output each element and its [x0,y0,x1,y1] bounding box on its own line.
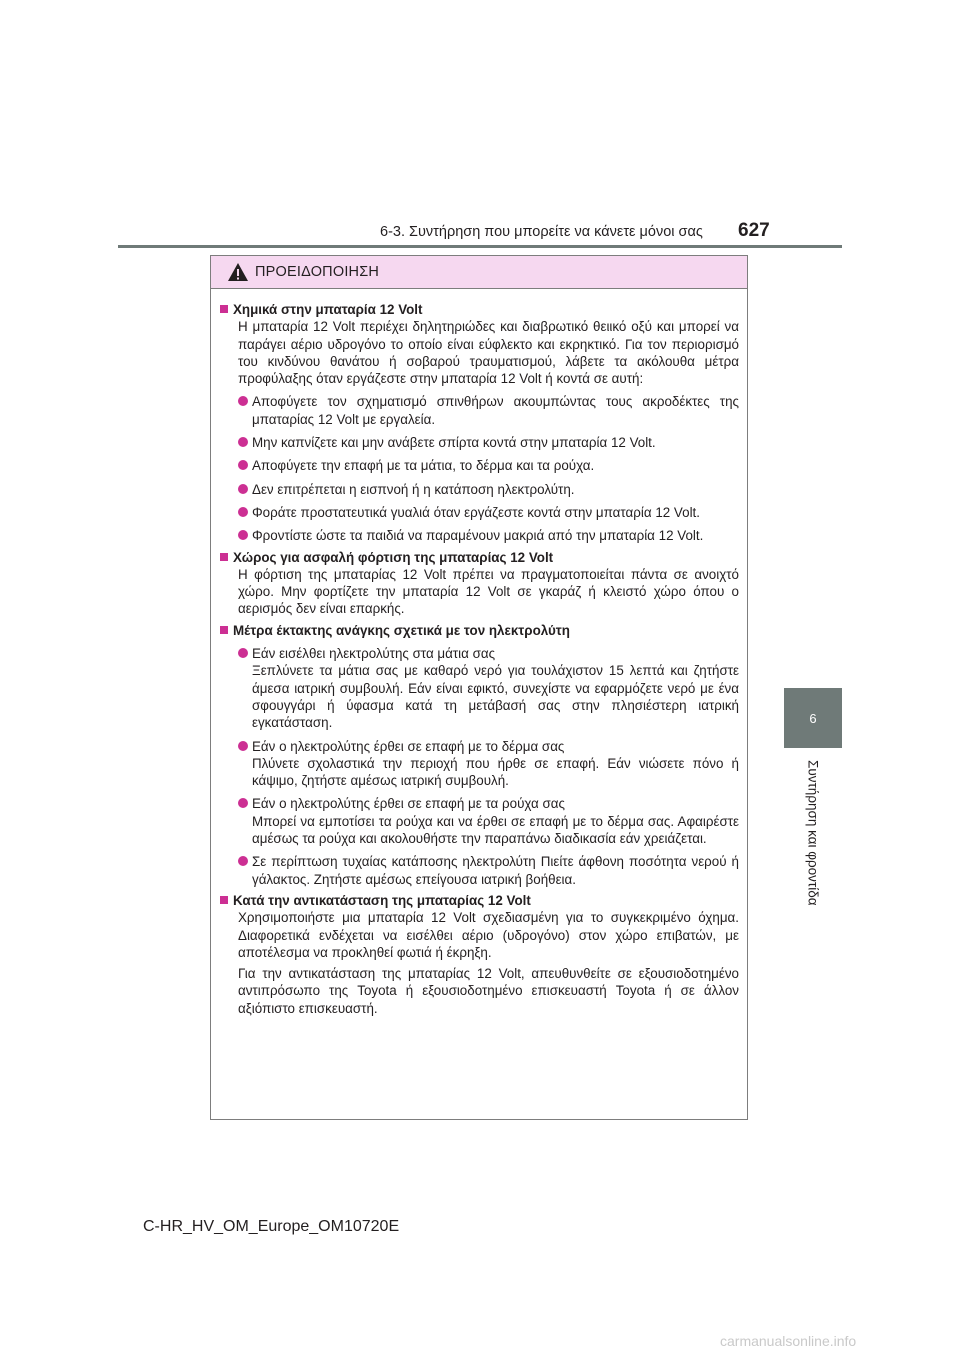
list-item-title: Εάν εισέλθει ηλεκτρολύτης στα μάτια σας [252,646,496,662]
watermark: carmanualsonline.info [720,1333,857,1349]
section-heading-text: Κατά την αντικατάσταση της μπαταρίας 12 Volt [233,892,531,908]
list-item [220,393,739,428]
section-title: 6-3. Συντήρηση που μπορείτε να κάνετε μόνοι σας [380,224,703,240]
square-bullet-icon [220,626,228,634]
circle-bullet-icon [238,648,248,658]
list-item [220,481,739,498]
list-item [220,738,739,790]
section-heading [220,622,739,639]
warning-section [220,549,739,618]
warning-box [210,255,748,1120]
chapter-title: Συντήρηση και φροντίδα [805,760,821,906]
warning-section [220,622,739,888]
list-item-body: Ξεπλύνετε τα μάτια σας με καθαρό νερό για τουλάχιστον 15 λεπτά και ζητήστε άμεσα ιατρική συμβουλή. Εάν είναι εφικτό, συνεχίστε να εφαρμόζετε νερό με ένα σφουγγάρι ή ύφασμα κατά τη μετάβασή σας στην πλησιέστερη ιατρική εγκατάσταση. [252,663,739,731]
circle-bullet-icon [238,741,248,751]
chapter-caption [786,760,840,915]
list-item [220,457,739,474]
list-item [220,504,739,521]
square-bullet-icon [220,553,228,561]
circle-bullet-icon [238,530,248,540]
section-heading-text: Μέτρα έκτακτης ανάγκης σχετικά με τον ηλεκτρολύτη [233,622,570,638]
section-heading-text: Χημικά στην μπαταρία 12 Volt [233,302,423,317]
list-item [220,853,739,888]
list-item-body: Πλύνετε σχολαστικά την περιοχή που ήρθε σε επαφή. Εάν νιώσετε πόνο ή κάψιμο, ζητήστε αμέσως ιατρική συμβουλή. [252,755,739,789]
list-item [220,795,739,847]
list-item [220,527,739,544]
list-item-text: Φροντίστε ώστε τα παιδιά να παραμένουν μακριά από την μπαταρία 12 Volt. [252,528,704,544]
list-item-text [252,738,739,790]
section-heading [220,892,739,909]
section-paragraph: Η μπαταρία 12 Volt περιέχει δηλητηριώδες και διαβρωτικό θειικό οξύ και μπορεί να παράγει αέριο υδρογόνο το οποίο είναι εύφλεκτο και εκρηκτικό. Για τον περιορισμό του κινδύνου θανάτου ή σοβαρού τραυματισμού, λάβετε τα ακόλουθα μέτρα προφύλαξης όταν εργάζεστε στην μπαταρία 12 Volt ή κοντά σε αυτή: [238,319,739,387]
square-bullet-icon [220,305,228,313]
chapter-tab[interactable] [784,688,842,748]
circle-bullet-icon [238,856,248,866]
section-heading-text: Χώρος για ασφαλή φόρτιση της μπαταρίας 12 Volt [233,549,554,565]
list-item [220,645,739,731]
warning-triangle-icon [227,262,249,282]
list-item-text [252,645,739,731]
list-item-text [252,853,739,888]
header-divider [118,245,842,248]
circle-bullet-icon [238,484,248,494]
page-number: 627 [738,220,770,241]
section-paragraph: Η φόρτιση της μπαταρίας 12 Volt πρέπει να πραγματοποιείται πάντα σε ανοιχτό χώρο. Μην φορτίζετε την μπαταρία 12 Volt σε γκαράζ ή κλειστό χώρο όπου ο αερισμός δεν είναι επαρκής. [238,566,739,617]
list-item-text: Αποφύγετε την επαφή με τα μάτια, το δέρμα και τα ρούχα. [252,458,595,474]
list-item-text: Αποφύγετε τον σχηματισμό σπινθήρων ακουμπώντας τους ακροδέκτες της μπαταρίας 12 Volt με εργαλεία. [252,394,739,427]
chapter-number: 6 [809,710,817,726]
list-item-title: Εάν ο ηλεκτρολύτης έρθει σε επαφή με το δέρμα σας [252,738,565,754]
list-item-text: Μην καπνίζετε και μην ανάβετε σπίρτα κοντά στην μπαταρία 12 Volt. [252,435,656,451]
list-item-text [252,795,739,847]
circle-bullet-icon [238,396,248,406]
list-item-body: Σε περίπτωση τυχαίας κατάποσης ηλεκτρολύτη Πιείτε άφθονη ποσότητα νερού ή γάλακτος. Ζητήστε αμέσως επείγουσα ιατρική βοήθεια. [252,854,739,887]
warning-title: ΠΡΟΕΙΔΟΠΟΙΗΣΗ [255,264,380,280]
list-item-text: Φοράτε προστατευτικά γυαλιά όταν εργάζεστε κοντά στην μπαταρία 12 Volt. [252,504,700,520]
square-bullet-icon [220,896,228,904]
list-item [220,434,739,451]
section-heading [220,301,739,318]
circle-bullet-icon [238,507,248,517]
list-item-body: Μπορεί να εμποτίσει τα ρούχα και να έρθει σε επαφή με το δέρμα σας. Αφαιρέστε αμέσως τα ρούχα και ακολουθήστε την παραπάνω διαδικασία εάν χρειάζεται. [252,813,739,847]
document-code: C-HR_HV_OM_Europe_OM10720E [143,1218,400,1235]
list-item-title: Εάν ο ηλεκτρολύτης έρθει σε επαφή με τα ρούχα σας [252,796,565,812]
section-paragraph: Χρησιμοποιήστε μια μπαταρία 12 Volt σχεδιασμένη για το συγκεκριμένο όχημα. Διαφορετικά ενδέχεται να εισέλθει αέριο (υδρογόνο) στον χώρο επιβατών, με αποτέλεσμα να προκληθεί φωτιά ή έκρηξη. [238,910,739,960]
warning-section [220,892,739,1017]
section-paragraph: Για την αντικατάσταση της μπαταρίας 12 Volt, απευθυνθείτε σε εξουσιοδοτημένο αντιπρόσωπο της Toyota ή εξουσιοδοτημένο επισκευαστή Toyota ή σε άλλον αξιόπιστο επισκευαστή. [238,966,739,1016]
warning-header [211,256,747,289]
circle-bullet-icon [238,798,248,808]
section-heading [220,549,739,566]
circle-bullet-icon [238,460,248,470]
circle-bullet-icon [238,437,248,447]
warning-body [211,289,747,1017]
warning-section [220,301,739,545]
list-item-text: Δεν επιτρέπεται η εισπνοή ή η κατάποση ηλεκτρολύτη. [252,481,575,497]
